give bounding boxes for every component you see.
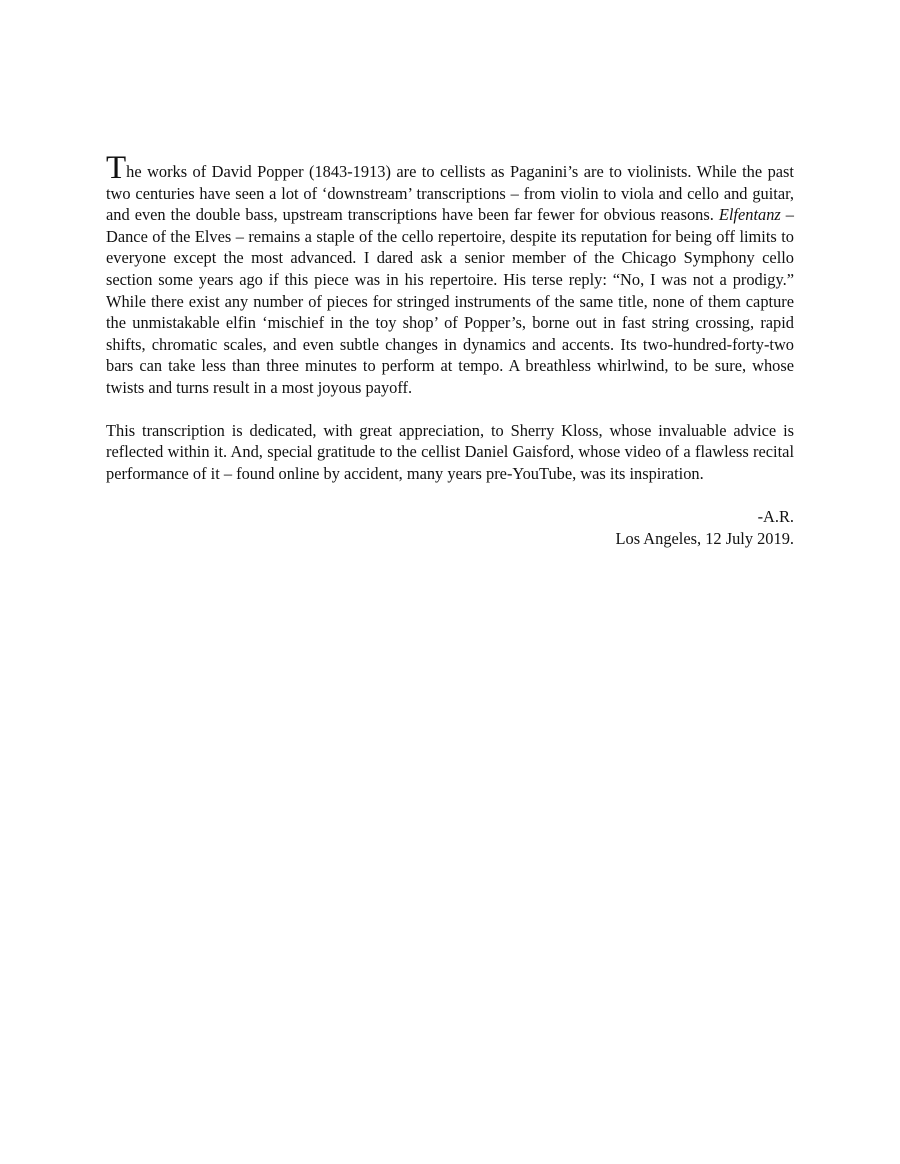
place-and-date: Los Angeles, 12 July 2019. bbox=[615, 528, 794, 548]
paragraph-dedication: This transcription is dedicated, with great appreciation, to Sherry Kloss, whose invaluable advice is reflected within it. And, special gratitude to the cellist Daniel Gaisford, whose video of a flawless recital performance of it – found online by accident, many years pre-YouTube, was its inspiration. bbox=[106, 420, 794, 483]
initial-letter: T bbox=[106, 150, 127, 186]
paragraph-intro bbox=[106, 150, 795, 399]
intro-text-part-2: – Dance of the Elves – remains a staple of the cello repertoire, despite its reputation for being off limits to everyone except the most advanced. I dared ask a senior member of the Chicago Symphony cello section some years ago if this piece was in his repertoire. His terse reply: “No, I was not a prodigy.” While there exist any number of pieces for stringed instruments of the same title, none of them capture the unmistakable elfin ‘mischief in the toy shop’ of Popper’s, borne out in fast string crossing, rapid shifts, chromatic scales, and even subtle changes in dynamics and accents. Its two-hundred-forty-two bars can take less than three minutes to perform at tempo. A breathless whirlwind, to be sure, whose twists and turns result in a most joyous payoff. bbox=[106, 205, 795, 397]
intro-text-part-1: he works of David Popper (1843-1913) are to cellists as Paganini’s are to violinists. While the past two centuries have seen a lot of ‘downstream’ transcriptions – from violin to viola and cello and guitar, and even the double bass, upstream transcriptions have been far fewer for obvious reasons. bbox=[106, 162, 794, 225]
preface-text bbox=[106, 150, 795, 550]
author-initials: -A.R. bbox=[757, 507, 794, 527]
signature-block bbox=[106, 506, 794, 549]
piece-title: Elfentanz bbox=[718, 205, 781, 225]
